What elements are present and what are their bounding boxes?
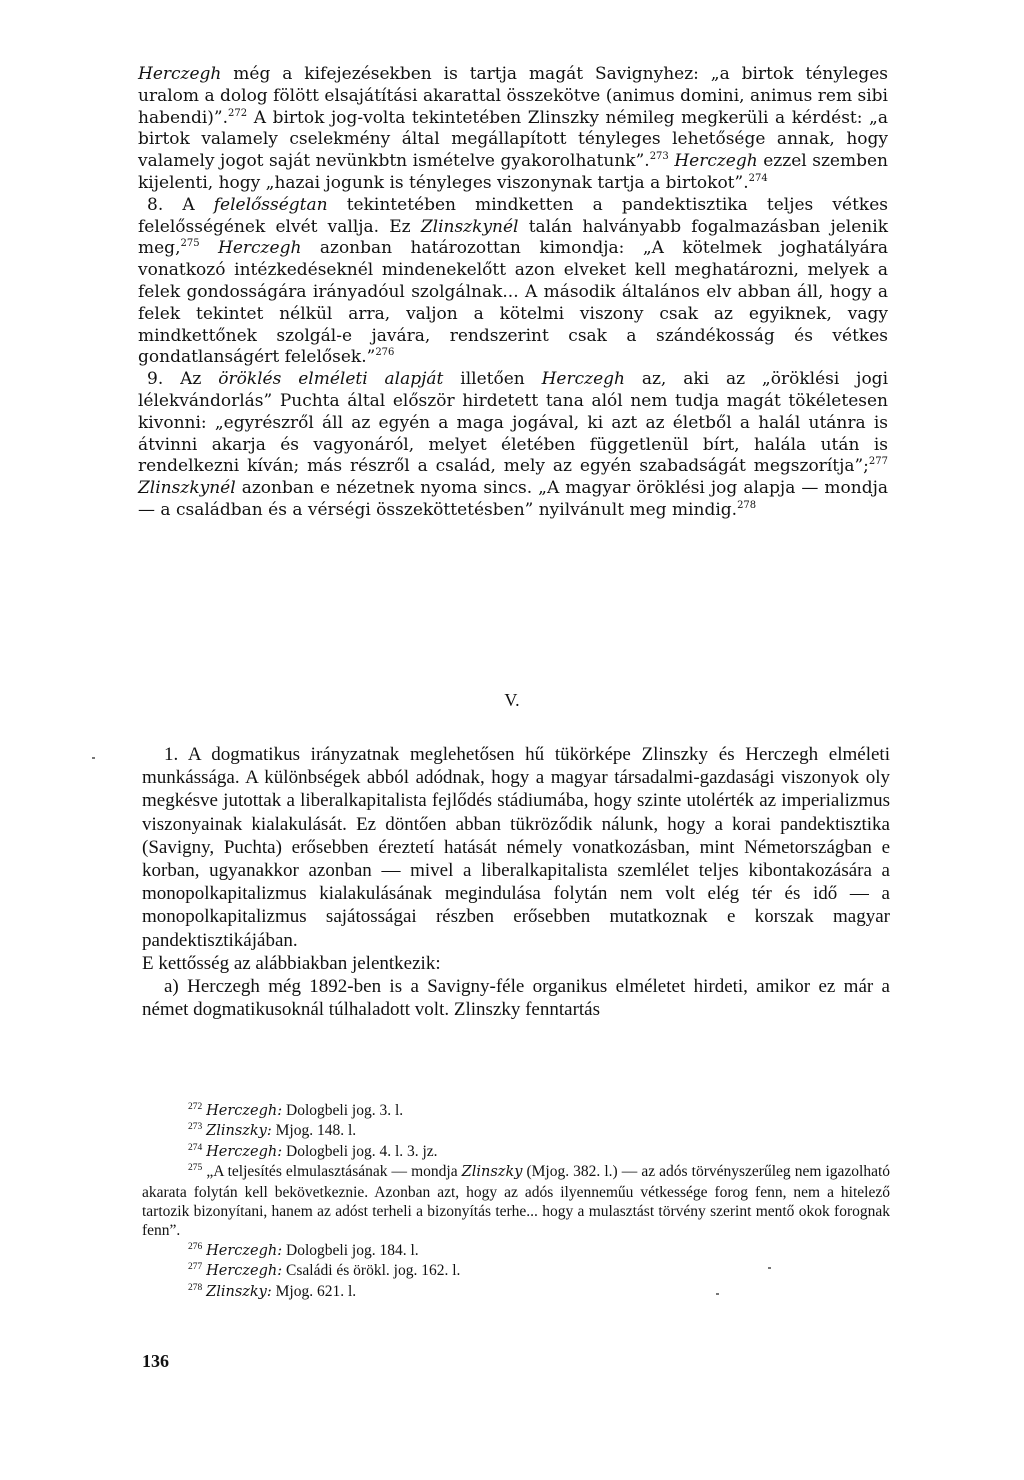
section-paragraph-1: 1. A dogmatikus irányzatnak meglehetősen hű tükörképe Zlinszky és Herczegh elméleti munkássága. A különbségek abból adódnak, hogy a magyar társadalmi-gazdasági viszonyok oly megkésve jutottak a liberalkapitalista fejlődés stádiumába, hogy szinte utolérték az imperializmus viszonyainak kialakulását. Ez döntően abban tükröződik nálunk, hogy a korai pandektisztika (Savigny, Puchta) erősebben éreztetí hatását némely vonatkozásban, mint Németországban e korban, ugyanakkor azonban — mivel a liberalkapitalista szemlélet teljes kibontakozására a monopolkapitalizmus kialakulásának megindulása folytán nem volt elég tér és idő — a monopolkapitalizmus sajátosságai részben erősebben mutatkoznak e korszak magyar pandektisztikájában.: [142, 744, 890, 951]
italic-name: öröklés elméleti alapját: [218, 369, 444, 390]
footnote-ref: 276: [375, 347, 395, 359]
paragraph-liability: [138, 195, 888, 369]
footnote: [142, 1142, 890, 1162]
footnote-text: Dologbeli jog. 3. l.: [282, 1102, 404, 1119]
italic-name: Herczegh: [674, 151, 758, 172]
scan-speck: [768, 1267, 771, 1269]
text-run: illetően: [443, 369, 542, 390]
footnote-text: Dologbeli jog. 4. l. 3. jz.: [282, 1142, 438, 1160]
footnote-ref: 277: [868, 456, 888, 468]
text-run: tekintetében mindketten a pandektisztika teljes vétkes felelősségének elvét vallja. Ez: [138, 194, 888, 237]
text-run: 9. Az: [147, 369, 219, 390]
italic-name: Zlinszkynél: [138, 478, 236, 499]
footnotes: [142, 1101, 890, 1302]
footnote-ref: 272: [228, 107, 248, 119]
footnote-number: 276: [188, 1241, 203, 1252]
text-run: A birtok jog-volta tekintetében Zlinszky némileg megkerüli a kérdést: „a birtok valamely cselekmény által megállapított tényleges lehetősége annak, hogy valamely jogot saját nevünkbtn ismételve gyakorolhatunk”.: [138, 107, 888, 172]
footnote: [142, 1241, 890, 1261]
footnote-author: Herczegh:: [206, 1143, 283, 1160]
footnote-ref: 274: [748, 172, 768, 184]
footnote: [142, 1261, 890, 1281]
footnote-number: 273: [188, 1122, 203, 1133]
text-run: még a kifejezésekben is tartja magát Savignyhez: „a birtok tényleges uralom a dolog fölött elsajátítási akarattal összekötve (animus domini, animus rem sibi habendi)”.: [138, 64, 888, 128]
page-number: 136: [142, 1351, 169, 1371]
text-run: azonban határozottan kimondja: „A kötelmek joghatályára vonatkozó intézkedéseknél mindenekelőtt azon elveket kell meghatározni, melyek a felek gondosságára irányadóul szolgálnak... A második általános elv abban áll, hogy a felek tekintet nélkül arra, valjon a kötelmi viszony csak az egyiknek, vagy mindkettőnek szolgál-e javára, rendszerint csak a szándékosság és vétkes gondatlanságért felelősek.”: [138, 238, 889, 368]
section-paragraph-3: a) Herczegh még 1892-ben is a Savigny-féle organikus elméletet hirdeti, amikor ez már a német dogmatikusoknál túlhaladott volt. Zlinszky fenntartás: [142, 976, 890, 1021]
italic-name: Herczegh: [218, 238, 302, 259]
footnote-ref: 273: [649, 151, 669, 163]
footnote-number: 275: [188, 1163, 203, 1174]
scan-speck: [92, 757, 95, 759]
section-paragraph-2: E kettősség az alábbiakban jelentkezik:: [142, 952, 441, 974]
paragraph-possession: [138, 64, 888, 195]
footnote-author: Herczegh:: [206, 1103, 283, 1119]
footnote: [142, 1282, 890, 1302]
footnote-number: 272: [188, 1102, 203, 1112]
italic-name: Herczegh: [138, 64, 222, 84]
footnote-text: Mjog. 148. l.: [271, 1122, 357, 1140]
footnote-author: Zlinszky:: [206, 1123, 272, 1140]
section-body: [142, 743, 890, 1021]
text-run: 8. A: [147, 194, 214, 215]
footnote-ref: 278: [737, 499, 757, 511]
italic-name: Zlinszkynél: [420, 216, 519, 237]
body-text: [138, 64, 888, 522]
text-run: azonban e nézetnek nyoma sincs. „A magyar öröklési jog alapja — mondja — a családban és a vérségi összeköttetésben” nyilvánult meg mindig.: [138, 478, 888, 520]
footnote-text: (Mjog. 382. l.) — az adós törvényszerűleg nem igazolható akarata folytán kell bekövetkeznie. Azonban azt, hogy az adós ilyenneműu vétkessége forog fenn, nem a hitelező tartozik bizonyítani, hanem az adóst terheli a bizonyítás terhe... hogy a mulasztást törvény szerint mentő okok forognak fenn”.: [142, 1163, 891, 1240]
footnote: [142, 1162, 890, 1241]
italic-name: Herczegh: [541, 369, 625, 390]
footnote-ref: 275: [180, 238, 200, 250]
footnote-text: Dologbeli jog. 184. l.: [282, 1241, 419, 1259]
footnote-text: Családi és örökl. jog. 162. l.: [282, 1262, 461, 1280]
footnote-author: Herczegh:: [206, 1263, 283, 1280]
footnote-author: Herczegh:: [206, 1242, 283, 1259]
footnote-number: 277: [188, 1262, 203, 1273]
text-run: [200, 238, 218, 258]
section-heading: V.: [504, 690, 520, 710]
footnote-text: Mjog. 621. l.: [271, 1282, 357, 1300]
footnote-author: Zlinszky:: [206, 1283, 272, 1300]
footnote-author: Zlinszky: [461, 1164, 523, 1181]
footnote-quote: „A teljesítés elmulasztásának — mondja: [206, 1163, 462, 1181]
footnote-number: 274: [188, 1142, 203, 1153]
paragraph-inheritance: [138, 369, 888, 522]
footnote: [142, 1121, 890, 1141]
scan-speck: [716, 1293, 719, 1295]
text-run: talán halványabb fogalmazásban jelenik meg,: [138, 216, 888, 259]
footnote: [142, 1101, 890, 1121]
text-run: ezzel szemben kijelenti, hogy „hazai jogunk is tényleges viszonynak tartja a birtokot”.: [138, 151, 888, 193]
italic-name: felelősségtan: [213, 194, 328, 215]
footnote-number: 278: [188, 1282, 203, 1293]
text-run: az, aki az „öröklési jogi lélekvándorlás” Puchta által először hirdetett tana alól nem tudja magát tökéletesen kivonni: „egyrészről áll az egyén a maga jogával, ki azt az életből a halál utánra is átvinni akarja és vagyonáról, melyet életében függetlenül bírt, halála után is rendelkezni kíván; más részről a család, mely az egyén szabadságát megszorítja”;: [138, 369, 889, 477]
